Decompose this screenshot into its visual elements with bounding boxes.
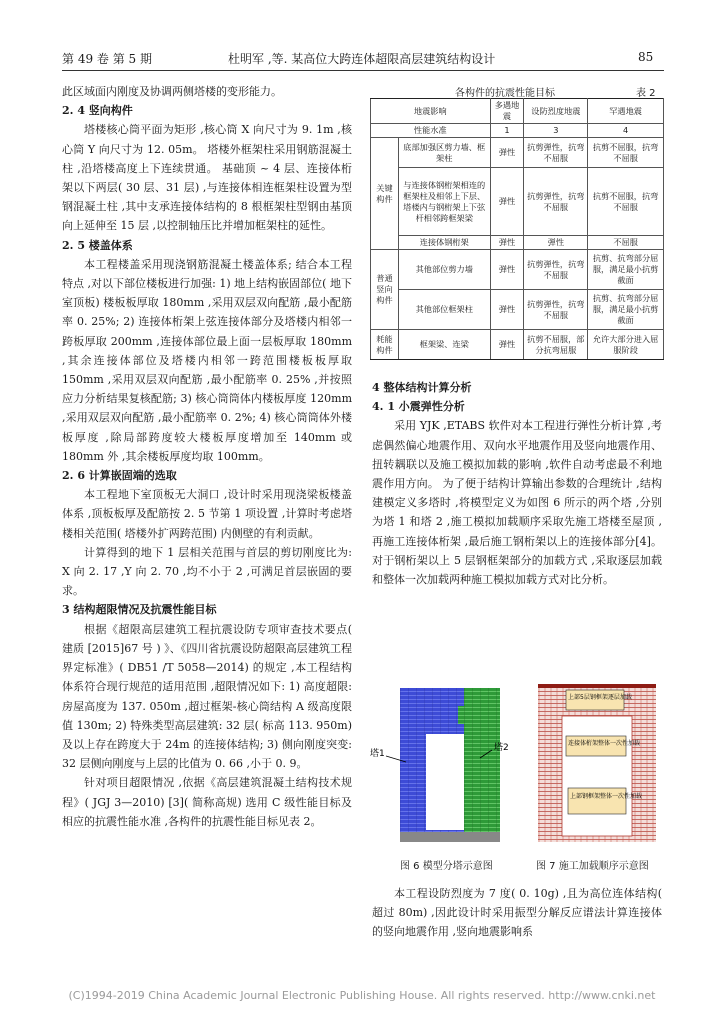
section-heading: 2. 5 楼盖体系 [62,238,133,252]
table-cell: 4 [588,124,664,138]
label-box-frame [568,788,626,814]
right-column [372,378,662,589]
opening-frame [562,716,632,836]
table-label: 表 2 [636,88,656,99]
table-row [371,290,664,330]
table-cell: 抗剪弹性，抗弯不屈服 [524,250,588,290]
section-heading: 2. 4 竖向构件 [62,104,133,118]
table-cell: 抗剪弹性，抗弯不屈服 [524,168,588,236]
table-cell: 底部加强区剪力墙、框架柱 [398,138,490,168]
table-cell: 弹性 [490,250,524,290]
running-title: 杜明军 ,等. 某高位大跨连体超限高层建筑结构设计 [228,52,496,66]
table-cell: 抗剪不屈服，抗弯不屈服 [588,138,664,168]
table-cell: 弹性 [490,290,524,330]
section-heading: 4. 1 小震弹性分析 [372,400,465,414]
body-paragraph: 采用 YJK ,ETABS 软件对本工程进行弹性分析计算 ,考虑偶然偏心地震作用、双向水平地震作用及竖向地震作用、扭转耦联以及施工模拟加载的影响 ,软件自动考虑最不利地震作用方向。 为了便于结构计算输出参数的合理统计 ,结构建模定义多塔时 ,将模型定义为如图 6 所示的两个塔 ,分别为塔 1 和塔 2 ,施工模拟加载顺序采取先施工塔楼至屋顶 ,再施工连接体桁架 ,最后施工钢桁架以上的连接体部分[4]。对于钢桁架以上 5 层钢框架部分的加载方式 ,采取逐层加载和整体一次加载两种施工模拟加载方式对比分析。 [372,419,662,587]
body-paragraph: 本工程楼盖采用现浇钢筋混凝土楼盖体系; 结合本工程特点 ,对以下部位楼板进行加强: 1) 地上结构嵌固部位( 地下室顶板) 楼板板厚取 180mm ,采用双层双向配筋 ,最小配筋率 0. 25%; 2) 连接体桁架上弦连接体部分及塔楼内相邻一跨板厚取 200mm ,连接体部位最上面一层板厚取 180mm ,其余连接体部位及塔楼内相邻一跨范围楼板板厚取 150mm ,采用双层双向配筋 ,最小配筋率 0. 25% ,并按照应力分析结果复核配筋; 3) 核心筒筒体内楼板厚度 120mm ,采用双层双向配筋 ,最小配筋率 0. 2%; 4) 核心筒筒体外楼板厚度 ,除局部跨度较大楼板厚度增加至 140mm 或 180mm 外 ,其余楼板厚度均取 100mm。 [62,257,352,463]
table-cell: 弹性 [490,330,524,360]
table-cell: 抗剪弹性，抗弯不屈服 [524,138,588,168]
table-row [371,124,664,138]
body-paragraph: 计算得到的地下 1 层相关范围与首层的剪切刚度比为: X 向 2. 17 ,Y 向 2. 70 ,均不小于 2 ,可满足首层嵌固的要求。 [62,545,352,598]
table-header-cell: 罕遇地震 [588,99,664,124]
left-column [62,82,352,831]
table-header-cell: 设防烈度地震 [524,99,588,124]
table-row [371,250,664,290]
table-cell: 抗剪不屈服，部分抗弯屈服 [524,330,588,360]
table-cell: 其他部位剪力墙 [398,250,490,290]
label-frame: 上部钢框架整体一次性加载 [570,793,643,800]
section-heading: 2. 6 计算嵌固端的选取 [62,469,177,483]
table-cell: 其他部位框架柱 [398,290,490,330]
table-cell: 弹性 [524,236,588,250]
table-cell: 抗剪、抗弯部分屈服，满足最小抗剪截面 [588,250,664,290]
copyright-footer: (C)1994-2019 China Academic Journal Electronic Publishing House. All rights reserved. http://www.cnki.net [68,989,656,1002]
body-paragraph: 根据《超限高层建筑工程抗震设防专项审查技术要点( 建质 [2015]67 号 ) 》、《四川省抗震设防超限高层建筑工程界定标准》( DB51 /T 5058—2014) 的规定 ,本工程结构体系符合现行规范的适用范围 ,超限情况如下: 1) 高度超限: 房屋高度为 137. 050m ,超过框架-核心筒结构 A 级高度限值 130m; 2) 特殊类型高层建筑: 32 层( 标高 113. 950m) 及以上存在跨度大于 24m 的连接体结构; 3) 侧向刚度突变: 32 层侧向刚度与上层的比值为 0. 66 ,小于 0. 9。 [62,622,352,771]
table-cell: 性能水准 [371,124,491,138]
journal-volume: 第 49 卷 第 5 期 [62,52,152,66]
table-cell: 抗剪不屈服，抗弯不屈服 [588,168,664,236]
tower-1-label: 塔1 [370,749,385,759]
table-row [371,330,664,360]
body-paragraph: 针对项目超限情况 ,依据《高层建筑混凝土结构技术规程》( JGJ 3—2010) [3]( 简称高规) 选用 C 级性能目标及相应的抗震性能水准 ,各构件的抗震性能目标见表 2。 [62,776,352,828]
tower-2-label: 塔2 [494,743,509,753]
table-cell: 弹性 [490,168,524,236]
table-cell: 允许大部分进入屈服阶段 [588,330,664,360]
table-cell: 不屈服 [588,236,664,250]
body-text: 此区域面内刚度及协调两侧塔楼的变形能力。 [62,85,282,98]
body-paragraph: 塔楼核心筒平面为矩形 ,核心筒 X 向尺寸为 9. 1m ,核心筒 Y 向尺寸为 12. 05m。 塔楼外框架柱采用钢筋混凝土柱 ,沿塔楼高度上下连续贯通。 基础顶 ~ 4 层、连接体桁架以下两层( 30 层、31 层) ,与连接体相连框架柱设置为型钢混凝土柱 ,其中支承连接体结构的 8 根框架柱型钢由基顶向上延伸至 15 层 ,以控制轴压比并增加框架柱的延性。 [62,123,352,233]
table-cell: 抗剪、抗弯部分屈服，满足最小抗剪截面 [588,290,664,330]
figure-7-caption: 图 7 施工加载顺序示意图 [536,861,649,872]
page-number: 85 [638,50,654,64]
table-row [371,138,664,168]
table-cell: 框架梁、连梁 [398,330,490,360]
header-rule [62,70,664,71]
tower-2-model [464,688,500,838]
table-group-cell: 关键构件 [371,138,399,250]
table-header-cell: 地震影响 [371,99,491,124]
section-heading: 3 结构超限情况及抗震性能目标 [62,603,217,617]
label-upper: 上部5层钢框架逐层加载 [568,694,632,701]
table-group-cell: 耗能构件 [371,330,399,360]
table-cell: 弹性 [490,236,524,250]
table-cell: 连接体钢桁架 [398,236,490,250]
table-cell: 3 [524,124,588,138]
table-cell: 弹性 [490,138,524,168]
section-heading: 4 整体结构计算分析 [372,381,472,394]
table-cell: 与连接体钢桁架相连的框架柱及相邻上下层、塔楼内与钢桁架上下弦杆相邻跨框架梁 [398,168,490,236]
table-group-cell: 普通竖向构件 [371,250,399,330]
body-paragraph: 本工程设防烈度为 7 度( 0. 10g) ,且为高位连体结构( 超过 80m) ,因此设计时采用振型分解反应谱法计算连接体的竖向地震作用 ,竖向地震影响系 [372,887,662,939]
opening [426,734,464,830]
figure-7-loading [530,676,664,850]
label-truss: 连接体桁架整体一次性加载 [568,740,641,747]
figure-6-model [368,676,520,850]
figure-6-caption: 图 6 模型分塔示意图 [400,861,493,872]
table-row [371,168,664,236]
right-column-bottom [372,884,662,942]
body-paragraph: 本工程地下室顶板无大洞口 ,设计时采用现浇梁板楼盖体系 ,顶板板厚及配筋按 2. 5 节第 1 项设置 ,计算时考虑塔楼相关范围( 塔楼外扩两跨范围) 内侧壁的有利贡献。 [62,488,352,540]
table-header-cell: 多遇地震 [490,99,524,124]
table-row [371,236,664,250]
table-header-row [371,99,664,124]
table-cell: 1 [490,124,524,138]
table-caption: 各构件的抗震性能目标 [455,88,555,99]
table-cell: 抗剪弹性，抗弯不屈服 [524,290,588,330]
base-podium [400,832,500,842]
performance-table [370,98,664,360]
